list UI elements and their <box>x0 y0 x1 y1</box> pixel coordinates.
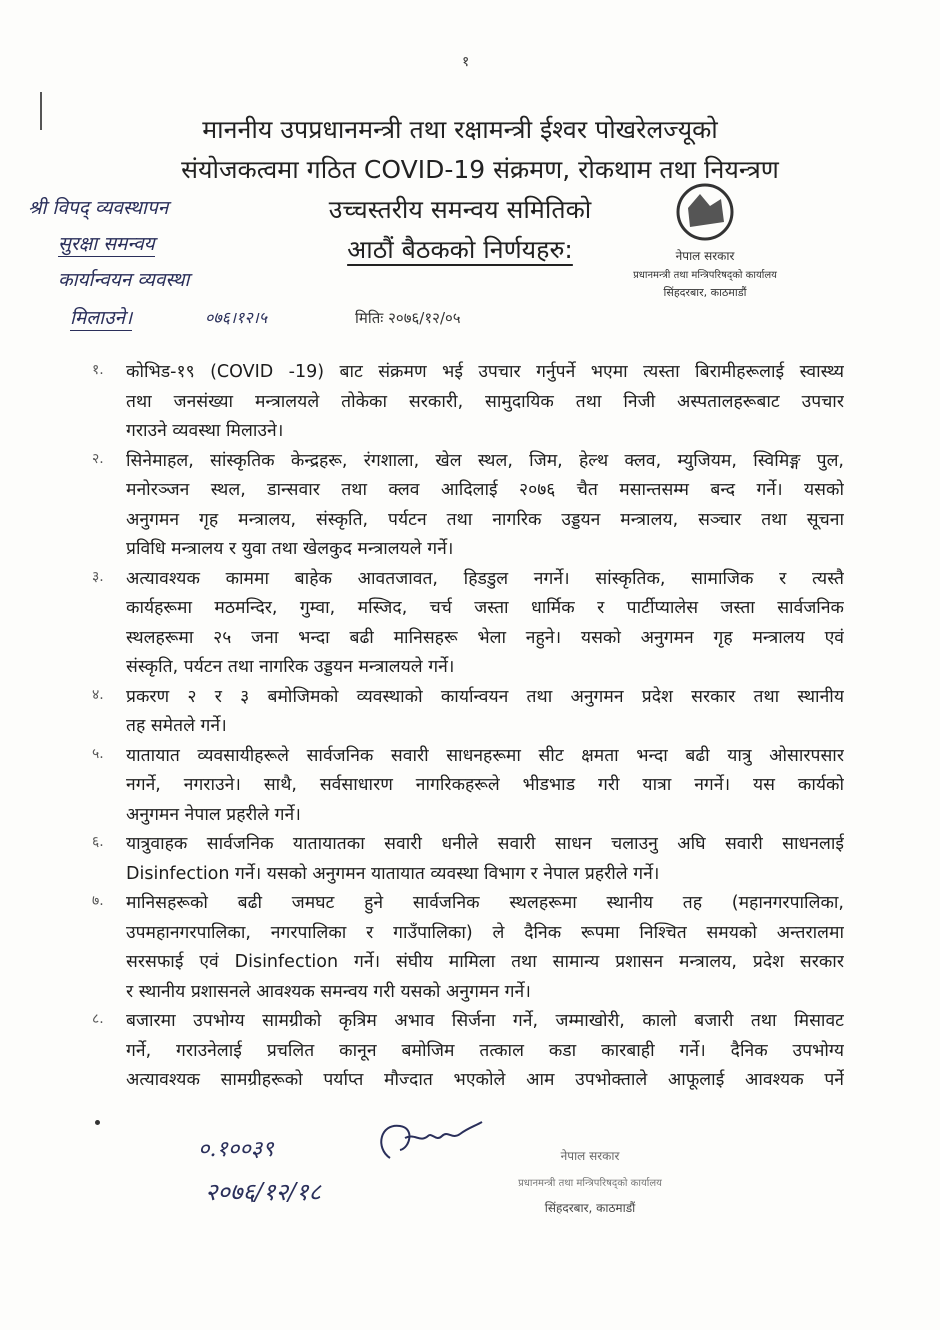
decisions-list <box>92 358 844 1096</box>
item-line: प्रकरण २ र ३ बमोजिमको व्यवस्थाको कार्यान्वयन तथा अनुगमन प्रदेश सरकार तथा स्थानीय <box>126 686 844 707</box>
item-line: कार्यहरूमा मठमन्दिर, गुम्वा, मस्जिद, चर्च जस्ता धार्मिक र पार्टीप्यालेस जस्ता सार्वजनिक <box>126 598 844 618</box>
item-line: स्थलहरूमा २५ जना भन्दा बढी मानिसहरू भेला नहुने। यसको अनुगमन गृह मन्त्रालय एवं <box>126 627 844 648</box>
decisions-heading: आठौं बैठकको निर्णयहरु: <box>347 235 573 264</box>
footer-handwritten-ref: ०.१००३९ <box>198 1137 274 1162</box>
item-line: यातायात व्यवसायीहरूले सार्वजनिक सवारी साधनहरूमा सीट क्षमता भन्दा बढी यात्रु ओसारपसार <box>126 745 844 766</box>
footer-stamp-line-3: सिंहदरबार, काठमाडौं <box>544 1201 636 1215</box>
government-seal-stamp <box>590 180 820 305</box>
decision-item <box>92 358 844 447</box>
handwritten-date: ०७६।१२।५ <box>205 308 268 327</box>
footer-stamp <box>470 1140 710 1230</box>
item-line: गराउने व्यवस्था मिलाउने। <box>126 421 284 441</box>
title-line-2: संयोजकत्वमा गठित COVID-19 संक्रमण, रोकथाम तथा नियन्त्रण <box>181 155 779 184</box>
item-line: अनुगमन नेपाल प्रहरीले गर्ने। <box>126 804 301 825</box>
handwritten-line: कार्यान्वयन व्यवस्था <box>58 269 190 291</box>
item-line: तथा जनसंख्या मन्त्रालयले तोकेका सरकारी, सामुदायिक तथा निजी अस्पतालहरूबाट उपचार <box>126 391 844 412</box>
footer-handwritten-date: २०७६/१२/१८ <box>205 1178 322 1206</box>
footer-stamp-line-1: नेपाल सरकार <box>560 1149 620 1163</box>
item-line: मनोरञ्जन स्थल, डान्सवार तथा क्लव आदिलाई २०७६ चैत मसान्तसम्म बन्द गर्ने। यसको <box>126 480 844 500</box>
item-line: Disinfection गर्ने। यसको अनुगमन यातायात व्यवस्था विभाग र नेपाल प्रहरीले गर्ने। <box>126 863 660 884</box>
item-line: नगर्ने, नगराउने। साथै, सर्वसाधारण नागरिकहरूले भीडभाड गरी यात्रा नगर्ने। यस कार्यको <box>126 775 844 795</box>
document-date: मितिः २०७६/१२/०५ <box>355 309 461 327</box>
handwritten-line: मिलाउने। <box>70 307 133 329</box>
title-line-3: उच्चस्तरीय समन्वय समितिको <box>328 195 592 224</box>
item-line: तह समेतले गर्ने। <box>126 716 227 736</box>
item-line: कोभिड-१९ (COVID -19) बाट संक्रमण भई उपचार गर्नुपर्ने भएमा त्यस्ता बिरामीहरूलाई स्वास्थ्य <box>126 362 844 382</box>
handwritten-line: श्री विपद् व्यवस्थापन <box>28 197 169 219</box>
item-line: सिनेमाहल, सांस्कृतिक केन्द्रहरू, रंगशाला, खेल स्थल, जिम, हेल्थ क्लव, म्युजियम, स्विमिङ्ग पुल, <box>126 450 844 471</box>
decision-item <box>92 830 844 889</box>
stamp-line-3: सिंहदरबार, काठमाडौं <box>663 286 747 299</box>
item-number: ८. <box>92 1011 104 1027</box>
decision-item <box>92 1007 844 1096</box>
item-line: मानिसहरूको बढी जमघट हुने सार्वजनिक स्थलहरूमा स्थानीय तह (महानगरपालिका, <box>126 893 844 913</box>
item-number: ६. <box>92 834 104 850</box>
stamp-side-text: प्रधानमन्त्री तथा मन्त्रिपरिषद्को कार्यालय <box>633 270 777 281</box>
item-line: अत्यावश्यक काममा बाहेक आवतजावत, हिडडुल नगर्ने। सांस्कृतिक, सामाजिक र त्यस्तै <box>126 568 844 589</box>
decision-item <box>92 565 844 683</box>
item-line: उपमहानगरपालिका, नगरपालिका र गाउँपालिका) ले दैनिक रूपमा निश्चित समयको अन्तरालमा <box>126 922 844 943</box>
item-line: सरसफाई एवं Disinfection गर्ने। संघीय मामिला तथा सामान्य प्रशासन मन्त्रालय, प्रदेश सरकार <box>126 952 844 972</box>
handwritten-line: सुरक्षा समन्वय <box>58 233 155 255</box>
item-number: ३. <box>92 568 104 585</box>
item-line: र स्थानीय प्रशासनले आवश्यक समन्वय गरी यसको अनुगमन गर्ने। <box>126 981 531 1002</box>
item-number: ४. <box>92 686 104 703</box>
item-line: गर्ने, गराउनेलाई प्रचलित कानून बमोजिम तत्काल कडा कारबाही गर्ने। दैनिक उपभोग्य <box>126 1040 844 1061</box>
stamp-line-1: नेपाल सरकार <box>675 249 735 263</box>
title-line-1: माननीय उपप्रधानमन्त्री तथा रक्षामन्त्री ईश्वर पोखरेलज्यूको <box>202 115 718 144</box>
item-line: संस्कृति, पर्यटन तथा नागरिक उड्डयन मन्त्रालयले गर्ने। <box>126 657 455 677</box>
footer-stamp-side: प्रधानमन्त्री तथा मन्त्रिपरिषद्को कार्यालय <box>518 1178 662 1189</box>
page-number: १ <box>462 54 470 70</box>
decision-item <box>92 447 844 565</box>
item-number: १. <box>92 362 104 378</box>
decision-item <box>92 889 844 1007</box>
item-line: बजारमा उपभोग्य सामग्रीको कृत्रिम अभाव सिर्जना गर्ने, जम्माखोरी, कालो बजारी तथा मिसावट <box>126 1011 844 1031</box>
item-line: यात्रुवाहक सार्वजनिक यातायातका सवारी धनीले सवारी साधन चलाउनु अघि सवारी साधनलाई <box>126 834 844 854</box>
item-line: अत्यावश्यक सामग्रीहरूको पर्याप्त मौज्दात भएकोले आम उपभोक्ताले आफूलाई आवश्यक पर्ने <box>126 1070 844 1090</box>
decision-item <box>92 683 844 742</box>
margin-dot <box>95 1120 100 1125</box>
item-number: २. <box>92 450 104 467</box>
item-line: अनुगमन गृह मन्त्रालय, संस्कृति, पर्यटन तथा नागरिक उड्डयन मन्त्रालय, सञ्चार तथा सूचना <box>126 509 844 530</box>
item-number: ५. <box>92 745 104 762</box>
item-number: ७. <box>92 893 104 909</box>
item-line: प्रविधि मन्त्रालय र युवा तथा खेलकुद मन्त्रालयले गर्ने। <box>126 539 454 559</box>
decision-item <box>92 742 844 831</box>
